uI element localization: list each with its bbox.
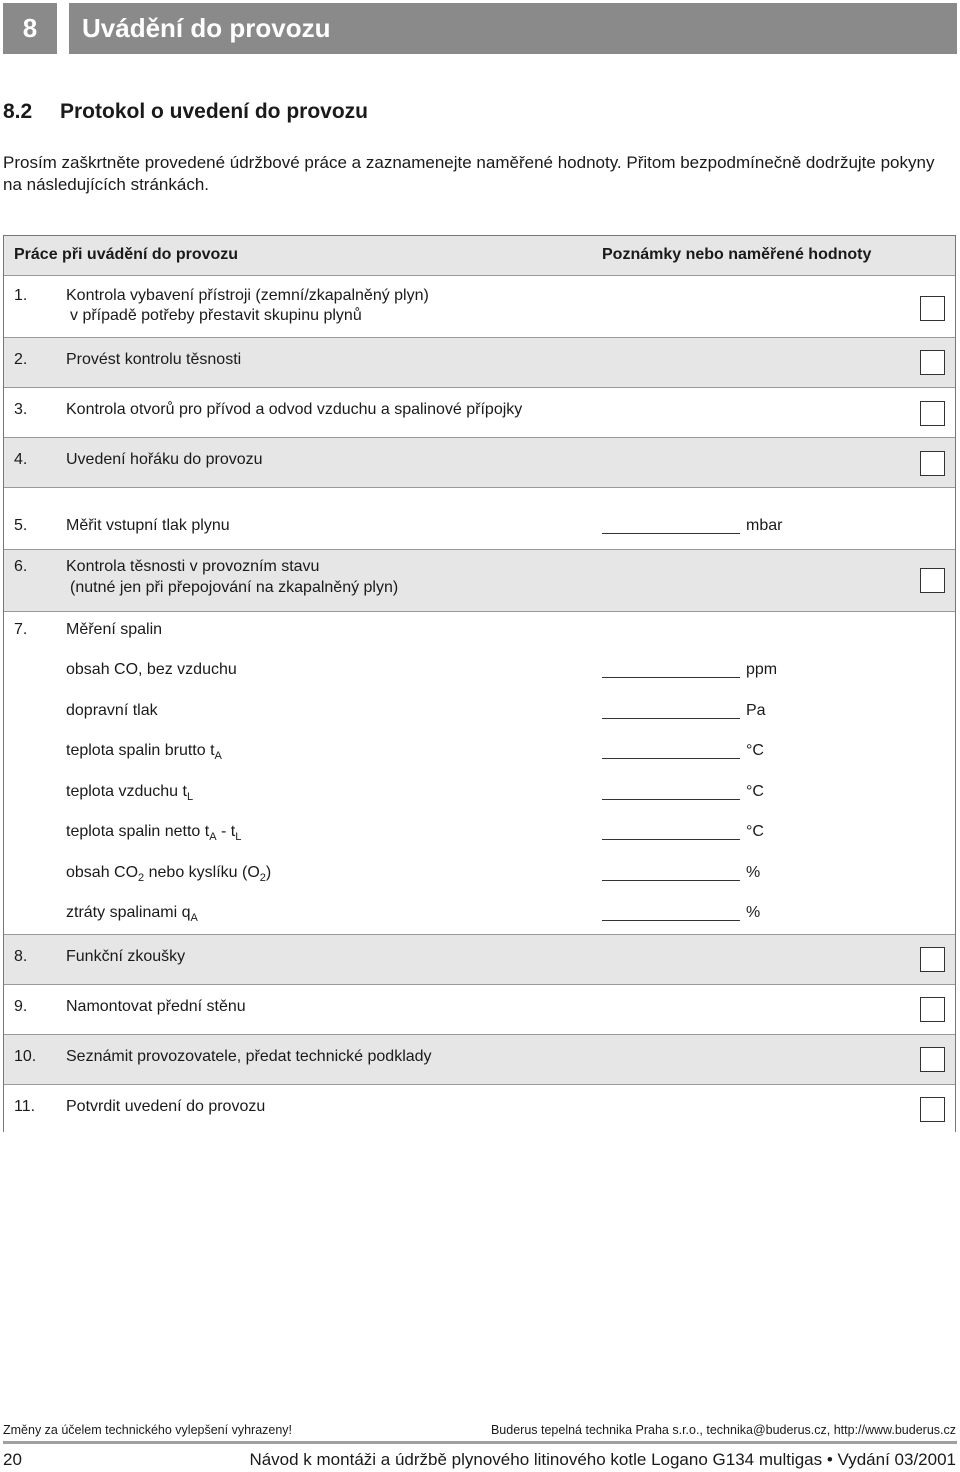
unit-label: mbar xyxy=(746,517,783,534)
item-text: Kontrola těsnosti v provozním stavu xyxy=(66,558,320,575)
item-text: Provést kontrolu těsnosti xyxy=(66,351,242,368)
checkbox-item-1[interactable] xyxy=(920,296,945,321)
table-row-5 xyxy=(4,487,955,549)
item-text: Uvedení hořáku do provozu xyxy=(66,451,263,468)
unit-label: °C xyxy=(746,823,764,840)
intro-text: Prosím zaškrtněte provedené údržbové práce a zaznamenejte naměřené hodnoty. Přitom bezpodmínečně dodržujte pokyny na následujících stránkách. xyxy=(3,153,935,194)
measure-co2-label: obsah $CO_2$ nebo kyslíku $(O_2)$ xyxy=(66,864,272,884)
header-work: Práce při uvádění do provozu xyxy=(14,246,239,263)
checkbox-item-3[interactable] xyxy=(920,401,945,426)
value-field-co[interactable] xyxy=(602,677,740,678)
measure-flue-net-label: teplota spalin netto $t_A - t_L$ xyxy=(66,823,242,843)
table-row-3 xyxy=(4,387,955,437)
table-row-6 xyxy=(4,549,955,611)
value-field-draft[interactable] xyxy=(602,718,740,719)
item-text: Kontrola vybavení přístroji (zemní/zkapalněný plyn) xyxy=(66,287,429,304)
item-text-line2: v případě potřeby přestavit skupinu plynů xyxy=(70,307,362,324)
table-row-1 xyxy=(4,275,955,337)
item-number: 2. xyxy=(14,351,28,368)
checkbox-item-11[interactable] xyxy=(920,1097,945,1122)
item-text: Kontrola otvorů pro přívod a odvod vzduchu a spalinové přípojky xyxy=(66,401,523,418)
footer-disclaimer: Změny za účelem technického vylepšení vyhrazeny! xyxy=(3,1423,293,1437)
unit-label: °C xyxy=(746,742,764,759)
item-number: 8. xyxy=(14,948,28,965)
table-row-8 xyxy=(4,934,955,984)
item-number: 5. xyxy=(14,517,28,534)
item-text: Seznámit provozovatele, předat technické podklady xyxy=(66,1048,432,1065)
table-row-7 xyxy=(4,611,955,934)
chapter-header xyxy=(3,3,957,54)
unit-label: % xyxy=(746,864,761,881)
item-number: 7. xyxy=(14,621,28,638)
measure-draft-label: dopravní tlak xyxy=(66,702,158,719)
item-number: 10. xyxy=(14,1048,37,1065)
value-field-co2[interactable] xyxy=(602,880,740,881)
checkbox-item-4[interactable] xyxy=(920,451,945,476)
table-row-10 xyxy=(4,1034,955,1084)
item-number: 11. xyxy=(14,1098,36,1115)
table-row-4 xyxy=(4,437,955,487)
measure-flue-gross-label: teplota spalin brutto $t_A$ xyxy=(66,742,222,762)
table-row-11 xyxy=(4,1084,955,1133)
header-notes: Poznámky nebo naměřené hodnoty xyxy=(602,246,872,263)
item-text: Funkční zkoušky xyxy=(66,948,186,965)
unit-label: °C xyxy=(746,783,764,800)
item-text: Potvrdit uvedení do provozu xyxy=(66,1098,266,1115)
chapter-number: 8 xyxy=(3,3,57,54)
document-title: Návod k montáži a údržbě plynového litinového kotle Logano G134 multigas • Vydání 03/2001 xyxy=(249,1450,956,1469)
table-row-2 xyxy=(4,337,955,387)
section-number: 8.2 xyxy=(3,100,33,123)
item-number: 4. xyxy=(14,451,28,468)
measure-co-label: obsah CO, bez vzduchu xyxy=(66,661,237,678)
item-text: Namontovat přední stěnu xyxy=(66,998,246,1015)
value-field-flue-net[interactable] xyxy=(602,839,740,840)
item-text: Měření spalin xyxy=(66,621,163,638)
item-text-line2: (nutné jen při přepojování na zkapalněný plyn) xyxy=(70,579,399,596)
section-title: Protokol o uvedení do provozu xyxy=(60,100,369,123)
item-number: 3. xyxy=(14,401,28,418)
item-number: 9. xyxy=(14,998,28,1015)
chapter-title: Uvádění do provozu xyxy=(69,3,957,54)
value-field-inlet-pressure[interactable] xyxy=(602,533,740,534)
measure-air-temp-label: teplota vzduchu $t_L$ xyxy=(66,783,194,803)
checkbox-item-2[interactable] xyxy=(920,350,945,375)
checkbox-item-10[interactable] xyxy=(920,1047,945,1072)
page-number: 20 xyxy=(3,1450,22,1469)
value-field-air-temp[interactable] xyxy=(602,799,740,800)
commissioning-protocol-table xyxy=(3,235,956,1132)
section-heading xyxy=(3,100,368,124)
checkbox-item-8[interactable] xyxy=(920,947,945,972)
unit-label: % xyxy=(746,904,761,921)
table-header xyxy=(4,236,955,275)
table-row-9 xyxy=(4,984,955,1034)
footer-divider xyxy=(3,1441,957,1444)
unit-label: ppm xyxy=(746,661,778,678)
checkbox-item-6[interactable] xyxy=(920,568,945,593)
unit-label: Pa xyxy=(746,702,766,719)
item-number: 1. xyxy=(14,287,28,304)
value-field-flue-loss[interactable] xyxy=(602,920,740,921)
measure-flue-loss-label: ztráty spalinami $q_A$ xyxy=(66,904,198,924)
footer-contact: Buderus tepelná technika Praha s.r.o., technika@buderus.cz, http://www.buderus.cz xyxy=(490,1423,956,1437)
checkbox-item-9[interactable] xyxy=(920,997,945,1022)
item-number: 6. xyxy=(14,558,28,575)
value-field-flue-gross[interactable] xyxy=(602,758,740,759)
item-text: Měřit vstupní tlak plynu xyxy=(66,517,230,534)
